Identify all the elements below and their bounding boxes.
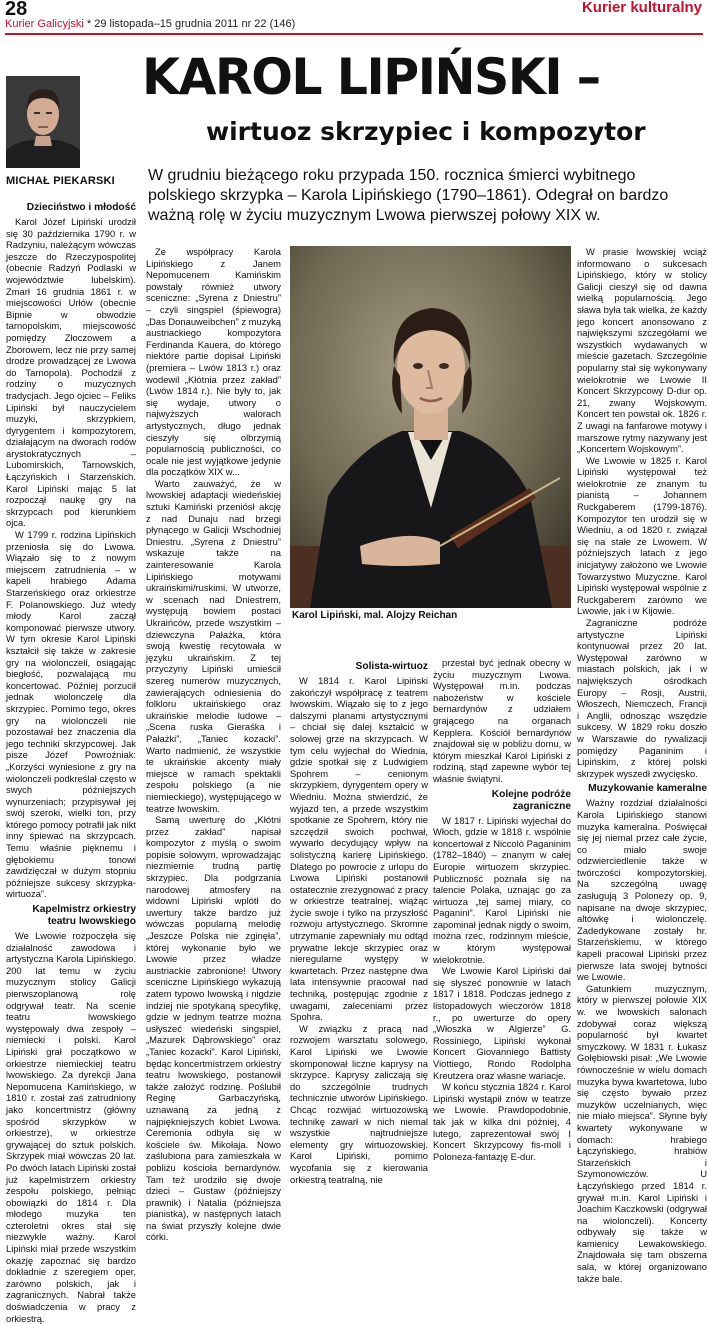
- paragraph: W związku z pracą nad rozwojem warsztatu solowego, Karol Lipiński we Lwowie skomponował liczne kaprysy na skrzypce. Kaprysy zaliczają się do szczególnie trudnych technicznie utworów Lipińskiego. Chcąc rozwijać wirtuozowską technikę zawarł w nich niemal wszystkie najtrudniejsze elementy gry wirtuozowskiej. Karol Lipiński, pomimo wycofania się z kierowania orkiestrą teatralną, nie: [290, 1022, 428, 1185]
- paragraph: Ważny rozdział działalności Karola Lipińskiego stanowi muzyka kameralna. Poświęcał się jej niemal przez całe życie, co miało swoje odzwierciedlenie także w twórczości kompozytorskiej. Na szczególną uwagę zasługują 3 Polonezy op. 9, napisane na dwoje skrzypiec, altówkę i wiolonczelę. Zadedykowane zostały hr. Starzeńskiemu, w którego kapeli pracował Lipiński przez pierwsze lata swojej bytności we Lwowie.: [577, 797, 707, 983]
- paragraph: Karol Józef Lipiński urodził się 30 października 1790 r. w Radzyniu, należącym wówczas jeszcze do Rzeczypospolitej (obecnie Radzyń Podlaski w województwie lubelskim). Zmarł 16 grudnia 1861 r. w miejscowości Urłów (obecnie Bipnie w obwodzie tarnopolskim, miejscowość pomiędzy Złoczowem a Zborowem, lecz nie przy samej drodze prowadzącej ze Lwowa do Tarnopola). Pochodził z rodziny o muzycznych tradycjach. Jego ojciec – Feliks Lipiński był nauczycielem muzyki, skrzypkiem, dyrygentem i kompozytorem, działającym na dworach rodów arystokratycznych – Lubomirskich, Tarnowskich, Łączyńskich i Starzeńskich. Karol Lipiński mając 5 lat rozpoczął naukę gry na skrzypcach pod kierunkiem ojca.: [6, 216, 136, 529]
- text-column-1: [6, 198, 136, 1324]
- paragraph: We Lwowie rozpoczęła się działalność zawodowa i artystyczna Karola Lipińskiego. 200 lat temu w życiu muzycznym stolicy Galicji pierwszoplanową rolę odgrywał teatr. Na scenie teatru lwowskiego występowały dwa zespoły – niemiecki i polski. Karol Lipiński grał początkowo w orkiestrze niemieckiej teatru lwowskiego. Za dyrekcji Jana Nepomucena Kamińskiego, w 1810 r. został zaś zatrudniony jako koncertmistrz (główny spośród skrzypków w orkiestrze), w orkiestrze grywającej do sztuk polskich. Skrzypek miał wówczas 20 lat. Po dwóch latach Lipiński został już kapelmistrzem orkiestry zespołu polskiego, pełniąc obowiązki do 1814 r. Dla młodego muzyka ten czteroletni okres stał się niezwykle ważny. Karol Lipiński miał przede wszystkim okazję zapoznać się bardzo dokładnie z szeregiem oper, zarówno polskich, jak i zagranicznych. Nabrał także doświadczenia w pracy z orkiestrą.: [6, 930, 136, 1324]
- paragraph: W 1799 r. rodzina Lipińskich przeniosła się do Lwowa. Wiązało się to z nowym miejscem zatrudnienia – w kapeli hrabiego Adama Starzeńskiego oraz orkiestrze F. Polanowskiego. Już wtedy młody Karol zaczął komponować pierwsze utwory. W tym okresie Karol Lipiński kształcił się także w zakresie gry na wiolonczeli, osiągając biegłość, pozwalającą mu koncertować. Później porzucił jednak wiolonczelę dla skrzypiec. Pomimo tego, okres gry na wiolonczeli nie pozostawał bez znaczenia dla jego techniki skrzypcowej. Jak pisze Józef Powroźniak: „Korzyści wyniesione z gry na wiolonczeli podkreślał często w swych późniejszych wynurzeniach; przypisywał jej swój szeroki, wielki ton, przy którego pomocy potrafił jak nikt inny śpiewać na skrzypcach. Temu właśnie pięknemu i głębokiemu tonowi zawdzięczał w dużym stopniu późniejsze sukcesy skrzypka-wirtuoza”.: [6, 529, 136, 900]
- page-header: [0, 0, 708, 34]
- paragraph: W 1817 r. Lipiński wyjechał do Włoch, gdzie w 1818 r. wspólnie koncertował z Niccolò Paganinim (1782–1840) – znanym w całej Europie wirtuozem skrzypiec. Publiczność poznała się na talencie Polaka, uznając go za wirtuoza „tej samej miary, co Paganini”. Karol Lipiński nie zapominał jednak nigdy o swoim, można rzec, rodzinnym mieście, w którym występował wielokrotnie.: [433, 814, 571, 965]
- text-column-5: [577, 246, 707, 1284]
- issue-line: [5, 18, 295, 30]
- paragraph: W 1814 r. Karol Lipiński zakończył współpracę z teatrem lwowskim. Wiązało się to z jego dalszymi planami artystycznymi – chciał się dalej kształcić w solowej grze na skrzypcach. W tym celu wyjechał do Wiednia, gdzie spotkał się z Ludwigiem Spohrem – cenionym skrzypkiem, dyrygentem opery w Wiedniu. Można stwierdzić, że wyjazd ten, a przede wszystkim spotkanie ze Spohrem, który nie szczędził swoich pochwał, wywarło decydujący wpływ na solistyczną karierę Lipińskiego. Dlatego po powrocie z urlopu do Lwowa Lipiński postanowił ostatecznie zrezygnować z pracy w orkiestrze teatralnej, wiążąc życie swoje i tylko na przyszłość rozwoju artystycznego. Skromne utrzymanie zapewniały mu odtąd prywatne lekcje skrzypiec oraz nieregularne występy w kwartetach. Przez następne dwa lata intensywnie pracował nad techniką, postępując zgodnie z uwagami, zaleceniami przez Spohra.: [290, 675, 428, 1023]
- author-photo: [6, 76, 80, 168]
- paragraph: Gatunkiem muzycznym, który w pierwszej połowie XIX w. we lwowskich salonach zdobywał coraz większą popularność był kwartet smyczkowy. W 1831 r. Łukasz Gołębiowski pisał: „We Lwowie równocześnie w wielu domach muzyka bywa kwartetowa, lubo się często bywało przez muzyków uczelnianych, więc nie miało miejsca”. Słynne były kwartety wykonywane w domach: hrabiego Łączyńskiego, hrabiów Starzeńskich i Szymonowiczów. U Łączyńskiego przed 1814 r. grywał m.in. Karol Lipiński i Joachim Kaczkowski (odgrywał na wiolonczeli). Koncerty odbywały się także w kamienicy Lewakowskiego. Znajdowała się tam obszerna sala, w której organizowano także bale.: [577, 982, 707, 1284]
- lipinski-portrait-painting: [290, 246, 571, 608]
- subheading: Kolejne podróże zagraniczne: [491, 788, 571, 812]
- paragraph: W prasie lwowskiej wciąż informowano o sukcesach Lipińskiego, który w stolicy Galicji cieszył się od dawna wielką popularnością. Jego sława była tak wielka, że każdy jego koncert anonsowano z największymi szczegółami we wszystkich wydawanych w mieście gazetach. Szczególnie popularny stał się wykonywany wielokrotnie we Lwowie II Koncert Skrzypcowy D-dur op. 21, zwany Wojskowym. Koncert ten powstał ok. 1826 r. Z uwagi na fanfarowe motywy i marszowe rytmy nazywany jest „Koncertem Wojskowym”.: [577, 246, 707, 455]
- header-rule: [5, 33, 703, 35]
- text-column-4: [433, 657, 571, 1162]
- section-name: Kurier kulturalny: [581, 0, 702, 16]
- article-title: KAROL LIPIŃSKI –: [142, 48, 600, 106]
- paper-name: Kurier Galicyjski: [5, 18, 84, 30]
- article-subtitle: wirtuoz skrzypiec i kompozytor: [206, 117, 646, 146]
- paragraph: Ze współpracy Karola Lipińskiego z Janem Nepomucenem Kamińskim powstały również utwory sceniczne: „Syrena z Dniestru” – czyli singspiel (śpiewogra) „Das Donauweibchen” z muzyką austriackiego kompozytora Ferdinanda Kauera, do którego niektóre partie dopisał Lipiński (premiera – Lwów 1813 r.) oraz wodewil „Kłótnia przez zakład” (Lwów 1814 r.). Nie były to, jak się wydaje, utwory o najwyższych walorach artystycznych, długo jednak cieszyły się olbrzymią popularnością publiczności, co ocale nie jest wyjątkowe jedynie dla początków XIX w...: [146, 246, 281, 478]
- paragraph: Warto zauważyć, że w lwowskiej adaptacji wiedeńskiej sztuki Kamiński przeniósł akcję z nad Dunaju nad brzegi płynącego w Galicji Wschodniej Dniestru. „Syrena z Dniestru” wskazuje także na zainteresowanie Karola Lipińskiego motywami ukraińskimi/ruskimi. W utworze, w scenach nad Dniestrem, występują bowiem postaci Ukraińców, przede wszystkim – dziewczyna Pałażka, która swoją kwestię recytowała w języku ukraińskim. Z tej przyczyny Lipiński umieścił szereg numerów muzycznych, zawierających odniesienia do folkloru ukraińskiego oraz ukraińskie melodie ludowe – „Scena ruska Gieraśka i Pałażki”, „Taniec kozacki”. Warto nadmienić, że wszystkie te ukraińskie akcenty miały miejsce w ramach spektakli zespołu polskiego (a nie niemieckiego), występującego w teatrze lwowskim.: [146, 477, 281, 814]
- subheading: Muzykowanie kameralne: [588, 783, 707, 795]
- subheading: Dzieciństwo i młodość: [26, 202, 136, 213]
- painting-caption: Karol Lipiński, mal. Alojzy Reichan: [292, 610, 458, 621]
- author-name: MICHAŁ PIEKARSKI: [6, 175, 115, 187]
- paragraph: przestał być jednak obecny w życiu muzycznym Lwowa. Występował m.in. podczas nabożeństw w kościele bernardynów z udziałem grającego na organach Kepplera. Kościół bernardynów znajdował się w pobliżu domu, w którym mieszkał Karol Lipiński z rodziną, stąd zapewne wybór tej właśnie świątyni.: [433, 657, 571, 784]
- paragraph: Samą uwerturę do „Kłótni przez zakład” napisał kompozytor z myślą o swoim popisie solowym, wprowadzając niezmiernie trudną partię skrzypiec. Dla podgrzania narodowej atmosfery na widowni Lipiński wplótł do uwertury także bardzo już wówczas popularną melodię „Jeszcze Polska nie zginęła”, której wykonanie było we Lwowie przez władze austriackie zabronione! Utwory sceniczne Lipińskiego wykazują zatem typowo lwowską i nigdzie indziej nie spotykaną specyfikę, gdzie w jednym teatrze można usłyszeć wiedeński singspiel, „Mazurek Dąbrowskiego” oraz „Taniec kozacki”. Karol Lipiński, będąc koncertmistrzem orkiestry teatru lwowskiego, postanowił także założyć rodzinę. Poślubił Reginę Garbaczyńską, uznawaną za jedną z najpiękniejszych kobiet Lwowa. Ceremonia odbyła się w kościele św. Mikołaja. Nowo zaślubiona para zamieszkała w pobliżu kościoła bernardynów. Tam też urodziło się dwoje dzieci – Gustaw (późniejszy prawnik) i Natalia (późniejsza pianistka), w następnych latach na świat przyszły kolejne dwie córki.: [146, 814, 281, 1243]
- subheading: Kapelmistrz orkiestry teatru lwowskiego: [32, 904, 136, 928]
- paragraph: We Lwowie w 1825 r. Karol Lipiński występował też wielokrotnie ze znanym tu pianistą – Johannem Ruckgaberem (1799-1876). Kompozytor ten urodził się w Wiedniu, a od 1820 r. związał się na stałe ze Lwowem. W późniejszych latach z jego inicjatywy założono we Lwowie Towarzystwo Muzyczne. Karol Lipiński występował wspólnie z Ruckgaberem zarówno we Lwowie, jak i w Kijowie.: [577, 454, 707, 617]
- paragraph: W końcu stycznia 1824 r. Karol Lipiński wystąpił znów w teatrze we Lwowie. Prawdopodobnie, tak jak w kilka dni później, 4 lutego, zaprezentował swój I Koncert Skrzypcowy fis-moll i Poloneza-fantazję E-dur.: [433, 1081, 571, 1162]
- text-column-3: [290, 657, 428, 1185]
- paragraph: We Lwowie Karol Lipiński dał się słyszeć ponownie w latach 1817 i 1818. Podczas jednego z listopadowych wieczorów 1818 r., po uwerturze do opery „Włoszka w Algierze” G. Rossiniego, Lipiński wykonał Koncert Giovanniego Battisty Viottiego, Rondo Rodolpha Kreutzera oraz własne wariacje.: [433, 965, 571, 1081]
- paragraph: Zagraniczne podróże artystyczne Lipiński kontynuował przez 20 lat. Występował zarówno w miastach polskich, jak i w największych ośrodkach Europy – Rosji, Austrii, Włoszech, Niemczech, Francji i Anglii, odnosząc wszędzie sukcesy. W 1829 roku doszło w Warszawie do rywalizacji pomiędzy Paganinim i Lipińskim, z której polski skrzypek wyszedł zwycięsko.: [577, 617, 707, 779]
- issue-info: * 29 listopada–15 grudnia 2011 nr 22 (146): [83, 18, 296, 30]
- article-lead: W grudniu bieżącego roku przypada 150. rocznica śmierci wybitnego polskiego skrzypka – Karola Lipińskiego (1790–1861). Odegrał on bardzo ważną rolę w życiu muzycznym Lwowa pierwszej połowy XIX w.: [148, 167, 669, 224]
- subheading: Solista-wirtuoz: [355, 661, 428, 672]
- text-column-2: [146, 246, 281, 1243]
- page-number: 28: [5, 0, 28, 20]
